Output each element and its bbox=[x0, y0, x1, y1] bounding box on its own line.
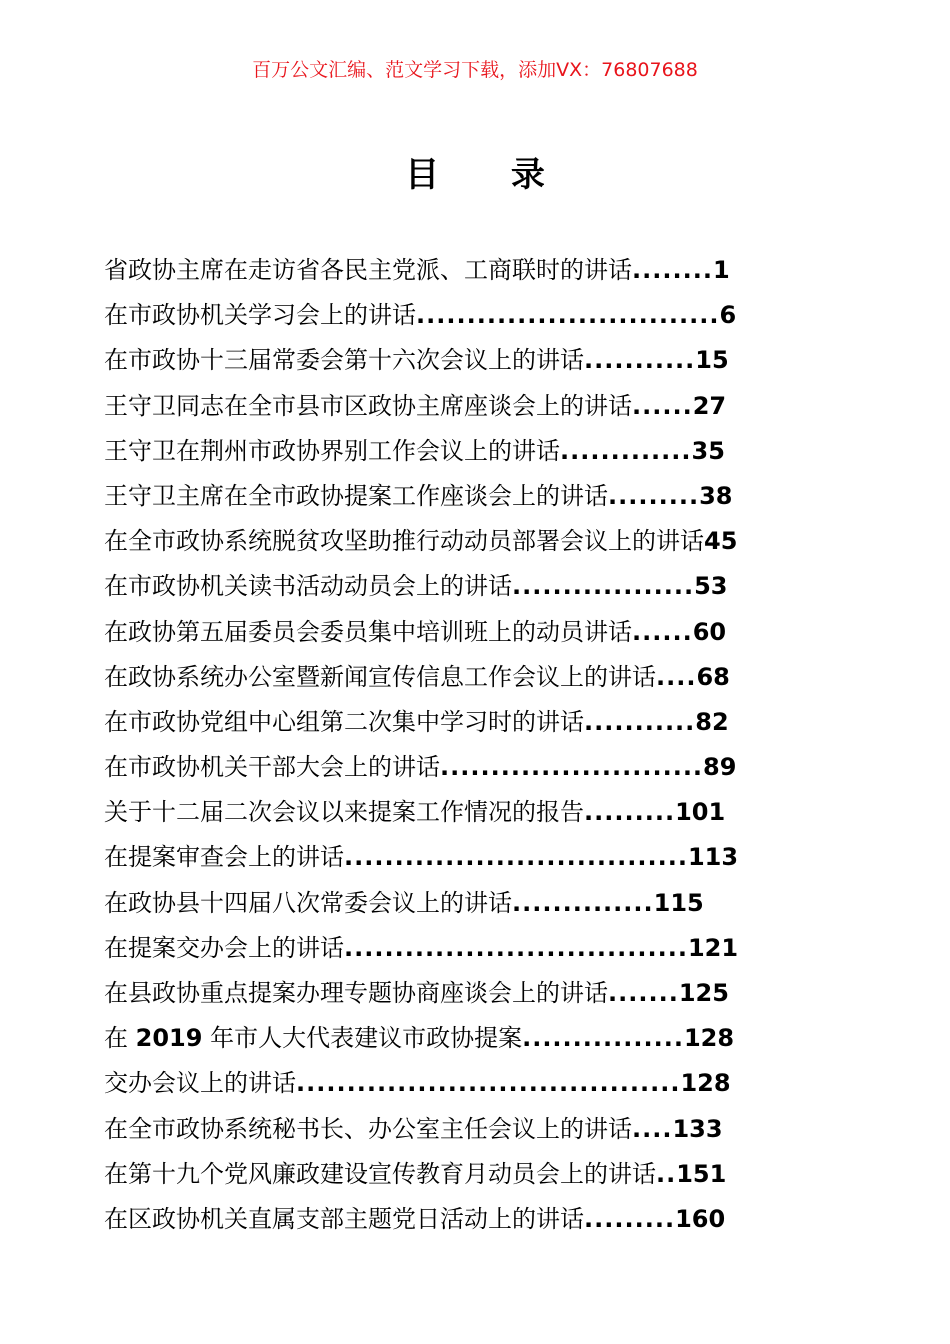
toc-entry[interactable] bbox=[104, 248, 804, 293]
toc-entry-page: 6 bbox=[719, 301, 737, 330]
toc-entry-leader: ........... bbox=[584, 707, 696, 736]
toc-entry-leader: ...... bbox=[632, 617, 693, 646]
toc-entry-leader: ...................................... bbox=[296, 1069, 681, 1098]
toc-entry-title: 在市政协机关干部大会上的讲话 bbox=[104, 753, 440, 782]
toc-entry-title: 在全市政协系统脱贫攻坚助推行动动员部署会议上的讲话 bbox=[104, 527, 704, 556]
toc-entry-title: 在市政协十三届常委会第十六次会议上的讲话 bbox=[104, 346, 584, 375]
toc-entry-page: 133 bbox=[672, 1114, 723, 1143]
toc-entry-page: 1 bbox=[712, 256, 730, 284]
toc-entry-title: 在政协县十四届八次常委会议上的讲话 bbox=[104, 888, 512, 917]
toc-entry-page: 128 bbox=[683, 1024, 735, 1053]
toc-entry[interactable] bbox=[104, 293, 804, 338]
toc-entry-title: 在全市政协系统秘书长、办公室主任会议上的讲话 bbox=[104, 1114, 632, 1143]
toc-entry-leader: ................ bbox=[522, 1024, 684, 1053]
toc-entry-leader: ......... bbox=[584, 1204, 676, 1233]
toc-entry[interactable] bbox=[104, 1061, 804, 1106]
toc-entry[interactable] bbox=[104, 700, 804, 745]
toc-entry-leader: .............. bbox=[512, 888, 654, 917]
toc-entry-leader: .................................. bbox=[344, 933, 688, 962]
toc-entry-page: 101 bbox=[675, 798, 726, 827]
toc-entry-title: 在区政协机关直属支部主题党日活动上的讲话 bbox=[104, 1204, 584, 1233]
toc-entry-title: 交办会议上的讲话 bbox=[104, 1069, 296, 1098]
toc-entry-page: 128 bbox=[680, 1069, 731, 1098]
toc-entry-page: 38 bbox=[699, 481, 733, 510]
toc-entry[interactable] bbox=[104, 519, 804, 564]
toc-entry[interactable] bbox=[104, 655, 804, 700]
toc-entry[interactable] bbox=[104, 1197, 804, 1242]
toc-entry-title: 在第十九个党风廉政建设宣传教育月动员会上的讲话 bbox=[104, 1159, 656, 1188]
toc-entry-leader: .................. bbox=[512, 572, 695, 601]
toc-entry-title: 在提案交办会上的讲话 bbox=[104, 933, 344, 962]
toc-entry[interactable] bbox=[104, 745, 804, 790]
toc-entry-page: 160 bbox=[675, 1204, 726, 1233]
toc-entry-page: 60 bbox=[692, 617, 727, 646]
toc-entry-title: 在县政协重点提案办理专题协商座谈会上的讲话 bbox=[104, 979, 608, 1007]
toc-entry-leader: ......... bbox=[608, 481, 700, 510]
toc-entry-leader: ....... bbox=[608, 979, 679, 1007]
toc-entry-page: 151 bbox=[676, 1159, 727, 1188]
toc-entry[interactable] bbox=[104, 971, 804, 1016]
toc-entry[interactable] bbox=[104, 384, 804, 429]
toc-entry-leader: ............. bbox=[560, 436, 692, 465]
toc-entry-title-year: 2019 bbox=[135, 1024, 203, 1053]
table-of-contents bbox=[104, 248, 804, 1242]
toc-entry-title: 在市政协党组中心组第二次集中学习时的讲话 bbox=[104, 707, 584, 736]
toc-entry-title: 省政协主席在走访省各民主党派、工商联时的讲话 bbox=[104, 256, 632, 284]
toc-entry-page: 15 bbox=[695, 346, 729, 375]
toc-entry-page: 53 bbox=[694, 572, 728, 601]
toc-entry-page: 82 bbox=[695, 707, 729, 736]
toc-entry-leader: ......... bbox=[584, 798, 676, 827]
toc-entry[interactable] bbox=[104, 564, 804, 609]
toc-entry-title: 关于十二届二次会议以来提案工作情况的报告 bbox=[104, 798, 584, 827]
toc-entry[interactable] bbox=[104, 1016, 804, 1061]
toc-entry-leader: ...... bbox=[632, 391, 693, 420]
toc-entry-title: 王守卫主席在全市政协提案工作座谈会上的讲话 bbox=[104, 481, 608, 510]
toc-entry-title-prefix: 在 bbox=[104, 1024, 136, 1053]
toc-entry-title: 王守卫在荆州市政协界别工作会议上的讲话 bbox=[104, 436, 560, 465]
toc-entry-leader: ........ bbox=[632, 256, 713, 284]
toc-entry-leader: .... bbox=[632, 1114, 673, 1143]
toc-entry-title-suffix: 年市人大代表建议市政协提案 bbox=[202, 1024, 523, 1053]
toc-entry-page: 68 bbox=[696, 662, 730, 691]
toc-entry-title: 在市政协机关学习会上的讲话 bbox=[104, 301, 416, 330]
toc-entry-leader: .. bbox=[656, 1159, 677, 1188]
toc-entry-title: 在政协系统办公室暨新闻宣传信息工作会议上的讲话 bbox=[104, 662, 656, 691]
toc-entry-page: 27 bbox=[692, 391, 727, 420]
toc-entry-leader: .......................... bbox=[440, 753, 704, 782]
toc-entry-page: 125 bbox=[678, 979, 729, 1007]
toc-entry[interactable] bbox=[104, 881, 804, 926]
toc-entry-leader: .... bbox=[656, 662, 697, 691]
toc-entry-title: 在政协第五届委员会委员集中培训班上的动员讲话 bbox=[104, 617, 632, 646]
toc-entry-title: 在提案审查会上的讲话 bbox=[104, 843, 344, 872]
toc-entry-page: 115 bbox=[653, 888, 704, 917]
toc-entry[interactable] bbox=[104, 1152, 804, 1197]
toc-entry[interactable] bbox=[104, 474, 804, 519]
toc-entry[interactable] bbox=[104, 1107, 804, 1152]
toc-entry-leader: .................................. bbox=[344, 843, 688, 872]
toc-entry-leader: .............................. bbox=[416, 301, 720, 330]
toc-entry[interactable] bbox=[104, 790, 804, 835]
toc-entry[interactable] bbox=[104, 429, 804, 474]
toc-entry-page: 113 bbox=[687, 843, 739, 872]
toc-entry[interactable] bbox=[104, 926, 804, 971]
page-title: 目 录 bbox=[405, 155, 575, 195]
toc-entry-title: 在市政协机关读书活动动员会上的讲话 bbox=[104, 572, 512, 601]
toc-entry-leader: ........... bbox=[584, 346, 696, 375]
toc-entry-page: 35 bbox=[691, 436, 725, 465]
header-banner: 百万公文汇编、范文学习下载，添加VX：76807688 bbox=[252, 59, 698, 81]
toc-entry-page: 45 bbox=[704, 527, 738, 556]
toc-entry[interactable] bbox=[104, 338, 804, 383]
toc-entry[interactable] bbox=[104, 610, 804, 655]
toc-entry-title: 王守卫同志在全市县市区政协主席座谈会上的讲话 bbox=[104, 391, 632, 420]
toc-entry-page: 89 bbox=[703, 753, 737, 782]
toc-entry[interactable] bbox=[104, 835, 804, 880]
toc-entry-page: 121 bbox=[687, 933, 739, 962]
